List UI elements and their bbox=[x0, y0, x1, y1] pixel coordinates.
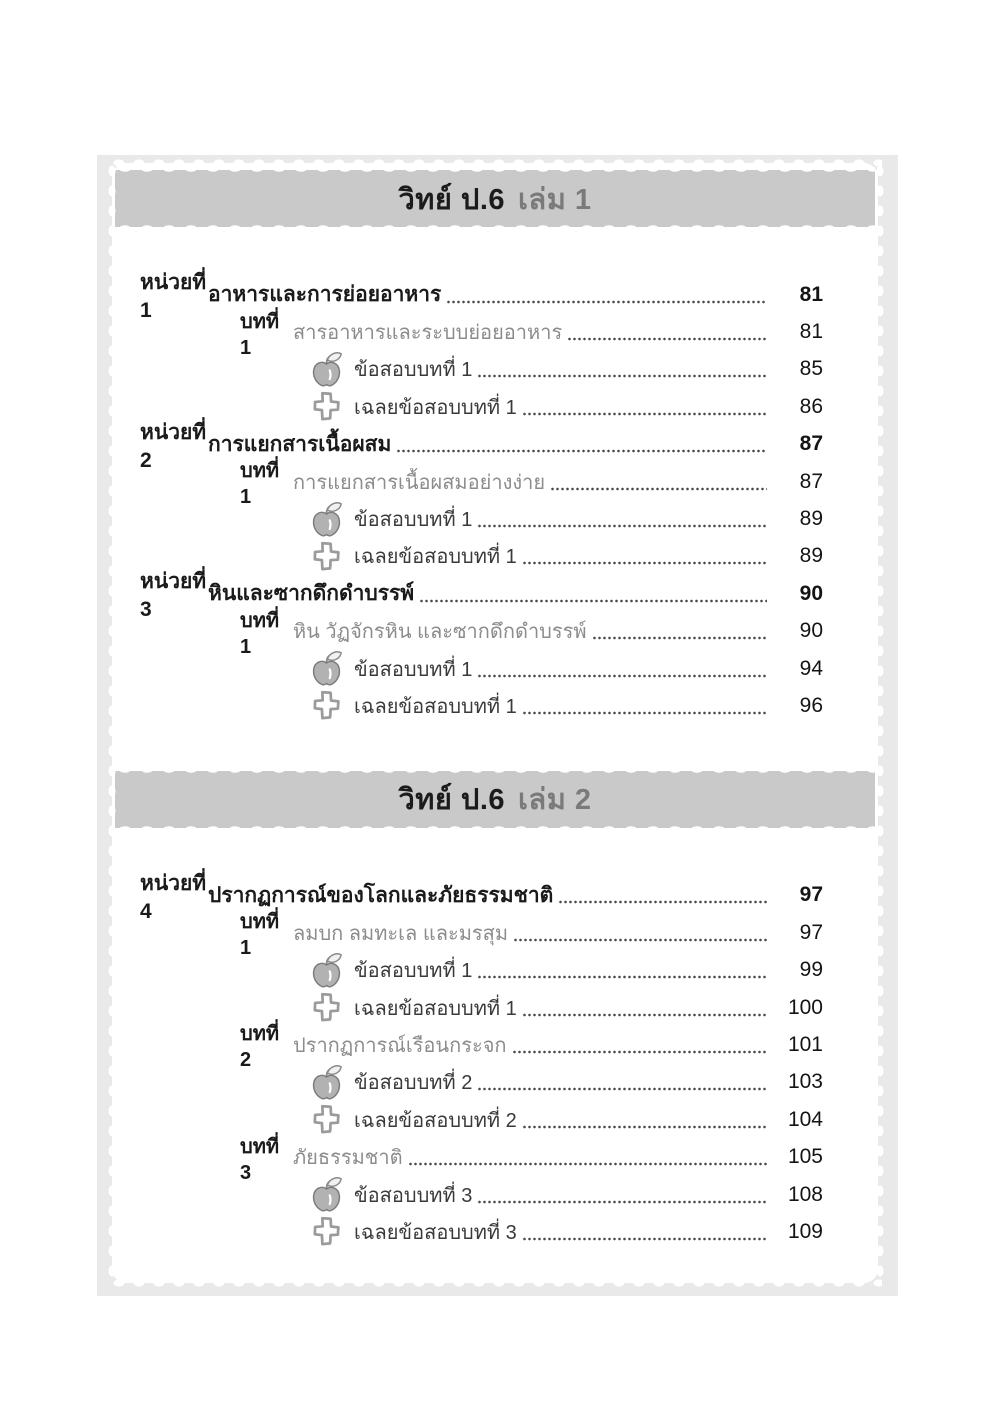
dot-leader bbox=[446, 285, 767, 305]
page-number: 97 bbox=[799, 920, 823, 944]
exam-label: ข้อสอบบทที่ 1 bbox=[354, 960, 473, 983]
answer-label: เฉลยข้อสอบบทที่ 1 bbox=[354, 695, 517, 718]
book-title: วิทย์ ป.6 bbox=[398, 183, 506, 216]
unit-title: การแยกสารเนื้อผสม bbox=[208, 432, 392, 456]
plus-icon bbox=[308, 1213, 344, 1250]
apple-icon bbox=[308, 650, 344, 687]
chapter-title: ลมบก ลมทะเล และมรสุม bbox=[293, 922, 509, 945]
apple-icon bbox=[308, 1064, 344, 1101]
dot-leader bbox=[522, 1110, 767, 1130]
dot-leader bbox=[408, 1147, 767, 1167]
toc-chapter-row bbox=[112, 911, 878, 960]
apple-icon bbox=[308, 1176, 344, 1213]
dot-leader bbox=[522, 397, 767, 417]
section-header-band bbox=[115, 771, 875, 828]
toc-content bbox=[112, 170, 878, 1251]
book-title: วิทย์ ป.6 bbox=[398, 784, 506, 817]
toc-exam-row bbox=[112, 1176, 878, 1213]
toc-section bbox=[112, 271, 878, 725]
page-number: 101 bbox=[787, 1032, 823, 1056]
answer-label: เฉลยข้อสอบบทที่ 1 bbox=[354, 997, 517, 1020]
page-number: 90 bbox=[799, 581, 823, 605]
page-number: 103 bbox=[787, 1070, 823, 1094]
plus-icon bbox=[308, 538, 344, 575]
apple-icon bbox=[308, 501, 344, 538]
toc-answer-row bbox=[112, 388, 878, 425]
page-number: 89 bbox=[799, 507, 823, 531]
dot-leader bbox=[522, 1222, 767, 1242]
chapter-title: สารอาหารและระบบย่อยอาหาร bbox=[293, 322, 563, 345]
page-number: 89 bbox=[799, 544, 823, 568]
chapter-number-label: บทที่ 1 bbox=[240, 310, 280, 359]
page-number: 87 bbox=[799, 469, 823, 493]
exam-label: ข้อสอบบทที่ 3 bbox=[354, 1184, 473, 1207]
toc-chapter-row bbox=[112, 609, 878, 658]
toc-answer-row bbox=[112, 989, 878, 1026]
dot-leader bbox=[477, 659, 767, 679]
chapter-title: ภัยธรรมชาติ bbox=[293, 1147, 403, 1170]
answer-label: เฉลยข้อสอบบทที่ 1 bbox=[354, 546, 517, 569]
section-header-band bbox=[115, 170, 875, 227]
exam-label: ข้อสอบบทที่ 1 bbox=[354, 359, 473, 382]
page-number: 109 bbox=[787, 1219, 823, 1243]
apple-icon bbox=[308, 351, 344, 388]
book-volume-label: เล่ม 1 bbox=[518, 183, 592, 216]
plus-icon bbox=[308, 687, 344, 724]
toc-chapter-row bbox=[112, 460, 878, 509]
chapter-number-label: บทที่ 2 bbox=[240, 1023, 280, 1072]
chapter-title: ปรากฏการณ์เรือนกระจก bbox=[293, 1034, 507, 1057]
dot-leader bbox=[477, 509, 767, 529]
page-number: 81 bbox=[799, 320, 823, 344]
page-number: 94 bbox=[799, 656, 823, 680]
toc-answer-row bbox=[112, 1213, 878, 1250]
dot-leader bbox=[477, 960, 767, 980]
scan-margin-panel bbox=[97, 155, 898, 1296]
toc-exam-row bbox=[112, 351, 878, 388]
page-number: 81 bbox=[799, 282, 823, 306]
dot-leader bbox=[522, 546, 767, 566]
toc-answer-row bbox=[112, 1101, 878, 1138]
dot-leader bbox=[396, 434, 767, 454]
chapter-number-label: บทที่ 3 bbox=[240, 1135, 280, 1184]
chapter-title: หิน วัฏจักรหิน และซากดึกดำบรรพ์ bbox=[293, 621, 587, 644]
plus-icon bbox=[308, 989, 344, 1026]
answer-label: เฉลยข้อสอบบทที่ 3 bbox=[354, 1221, 517, 1244]
toc-unit-row bbox=[112, 420, 878, 472]
dot-leader bbox=[419, 584, 767, 604]
toc-page bbox=[112, 163, 878, 1283]
page-number: 104 bbox=[787, 1107, 823, 1131]
toc-chapter-row bbox=[112, 310, 878, 359]
dot-leader bbox=[477, 1185, 767, 1205]
dot-leader bbox=[550, 472, 767, 492]
toc-chapter-row bbox=[112, 1135, 878, 1184]
answer-label: เฉลยข้อสอบบทที่ 2 bbox=[354, 1109, 517, 1132]
chapter-number-label: บทที่ 1 bbox=[240, 609, 280, 658]
toc-unit-row bbox=[112, 271, 878, 323]
toc-exam-row bbox=[112, 500, 878, 537]
plus-icon bbox=[308, 1101, 344, 1138]
page-number: 90 bbox=[799, 619, 823, 643]
apple-icon bbox=[308, 952, 344, 989]
exam-label: ข้อสอบบทที่ 1 bbox=[354, 658, 473, 681]
page-number: 85 bbox=[799, 357, 823, 381]
unit-title: ปรากฏการณ์ของโลกและภัยธรรมชาติ bbox=[208, 883, 554, 907]
chapter-number-label: บทที่ 1 bbox=[240, 460, 280, 509]
dot-leader bbox=[477, 359, 767, 379]
toc-chapter-row bbox=[112, 1023, 878, 1072]
answer-label: เฉลยข้อสอบบทที่ 1 bbox=[354, 396, 517, 419]
exam-label: ข้อสอบบทที่ 1 bbox=[354, 509, 473, 532]
chapter-number-label: บทที่ 1 bbox=[240, 911, 280, 960]
toc-unit-row bbox=[112, 871, 878, 923]
dot-leader bbox=[513, 923, 767, 943]
page-number: 86 bbox=[799, 394, 823, 418]
toc-exam-row bbox=[112, 650, 878, 687]
dot-leader bbox=[522, 998, 767, 1018]
page-number: 99 bbox=[799, 958, 823, 982]
dot-leader bbox=[558, 885, 767, 905]
page-number: 108 bbox=[787, 1182, 823, 1206]
book-volume-label: เล่ม 2 bbox=[518, 784, 592, 817]
page-number: 87 bbox=[799, 432, 823, 456]
plus-icon bbox=[308, 388, 344, 425]
unit-number-label: หน่วยที่ 4 bbox=[140, 871, 207, 923]
page-number: 97 bbox=[799, 883, 823, 907]
toc-section bbox=[112, 871, 878, 1251]
dot-leader bbox=[592, 621, 767, 641]
toc-unit-row bbox=[112, 570, 878, 622]
unit-title: อาหารและการย่อยอาหาร bbox=[208, 283, 442, 307]
unit-number-label: หน่วยที่ 2 bbox=[140, 420, 207, 472]
unit-number-label: หน่วยที่ 1 bbox=[140, 271, 207, 323]
dot-leader bbox=[477, 1072, 767, 1092]
toc-exam-row bbox=[112, 1064, 878, 1101]
unit-number-label: หน่วยที่ 3 bbox=[140, 570, 207, 622]
toc-exam-row bbox=[112, 951, 878, 988]
dot-leader bbox=[512, 1035, 767, 1055]
exam-label: ข้อสอบบทที่ 2 bbox=[354, 1072, 473, 1095]
page-number: 96 bbox=[799, 693, 823, 717]
unit-title: หินและซากดึกดำบรรพ์ bbox=[208, 582, 415, 606]
page-number: 100 bbox=[787, 995, 823, 1019]
toc-answer-row bbox=[112, 538, 878, 575]
chapter-title: การแยกสารเนื้อผสมอย่างง่าย bbox=[293, 471, 546, 494]
dot-leader bbox=[567, 322, 767, 342]
dot-leader bbox=[522, 696, 767, 716]
page-number: 105 bbox=[787, 1145, 823, 1169]
toc-answer-row bbox=[112, 687, 878, 724]
